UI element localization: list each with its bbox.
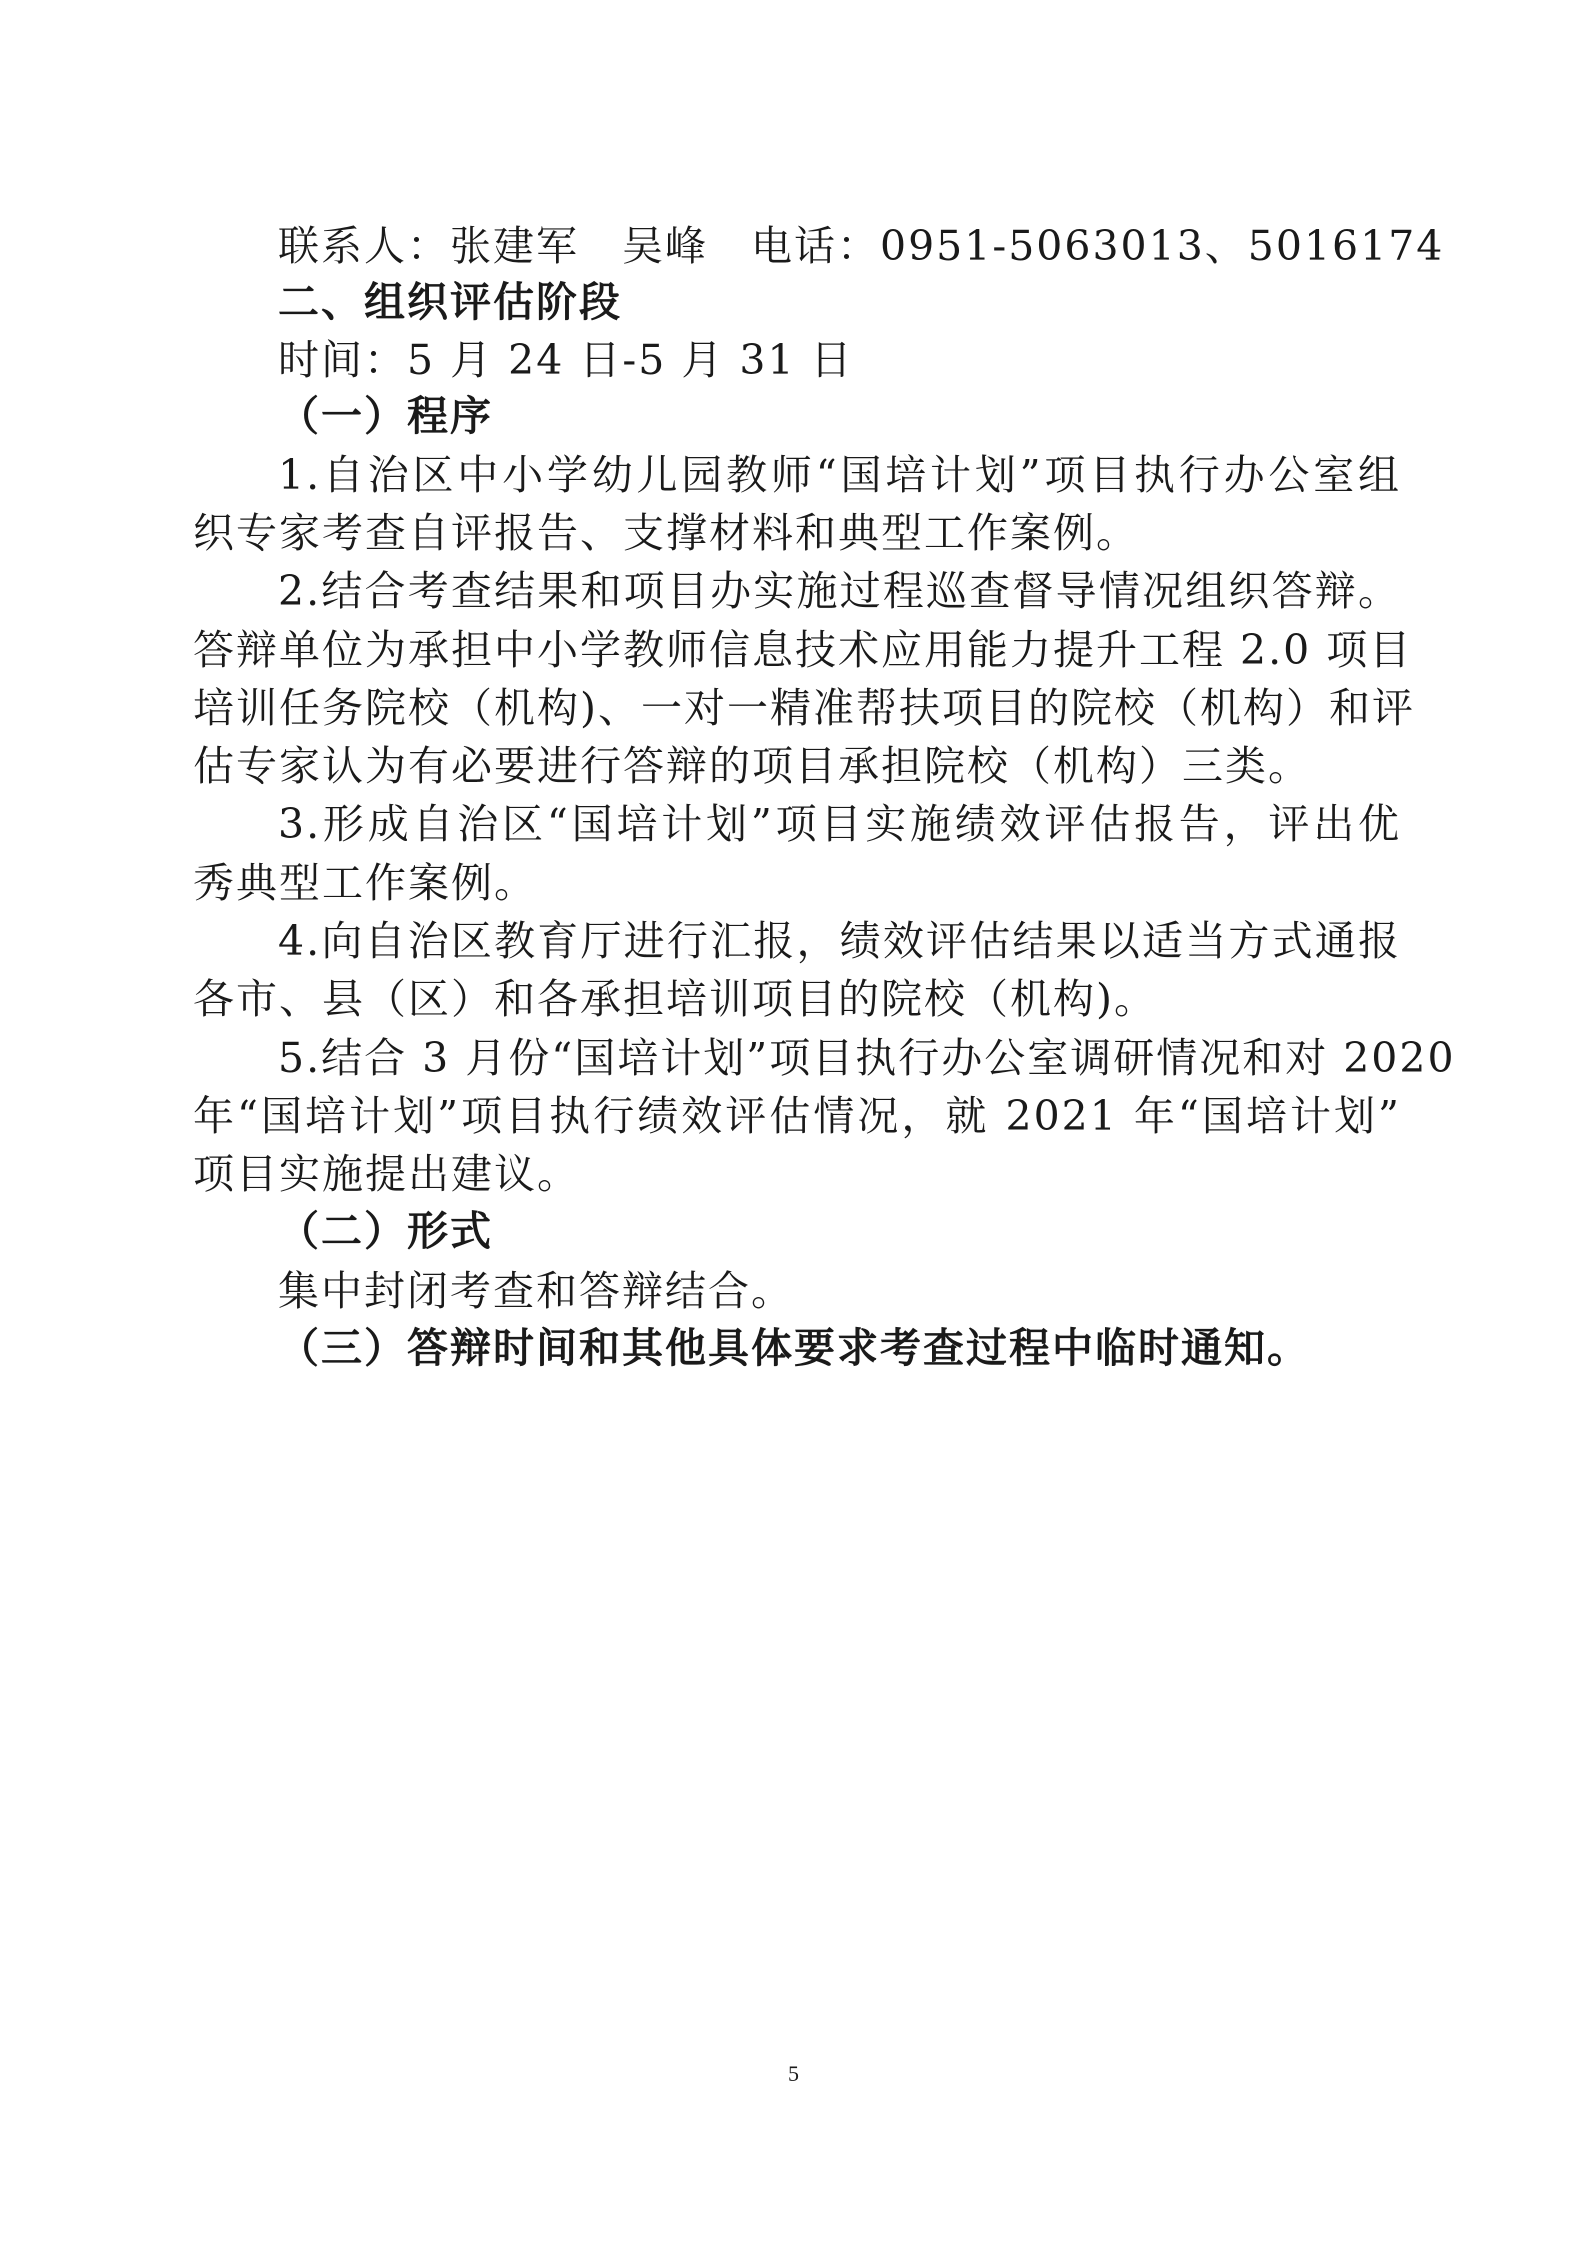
subsection-two-heading: （二）形式 — [278, 1207, 493, 1255]
item1-line2: 织专家考查自评报告、支撑材料和典型工作案例。 — [193, 509, 1139, 557]
item2-line3: 培训任务院校（机构)、一对一精准帮扶项目的院校（机构）和评 — [193, 684, 1415, 732]
contact-line: 联系人：张建军 吴峰 电话：0951-5063013、5016174 — [278, 222, 1445, 270]
item5-line2: 年“国培计划”项目执行绩效评估情况，就 2021 年“国培计划” — [193, 1092, 1401, 1140]
subsection-three-heading: （三）答辩时间和其他具体要求考查过程中临时通知。 — [278, 1324, 1310, 1372]
time-line: 时间：5 月 24 日-5 月 31 日 — [278, 336, 854, 384]
item3-line2: 秀典型工作案例。 — [193, 859, 537, 907]
item3-line1: 3.形成自治区“国培计划”项目实施绩效评估报告，评出优 — [278, 800, 1401, 848]
form-text: 集中封闭考查和答辩结合。 — [278, 1267, 794, 1315]
item1-line1: 1.自治区中小学幼儿园教师“国培计划”项目执行办公室组 — [278, 451, 1401, 499]
item4-line2: 各市、县（区）和各承担培训项目的院校（机构)。 — [193, 975, 1157, 1023]
item5-line3: 项目实施提出建议。 — [193, 1150, 580, 1198]
item2-line1: 2.结合考查结果和项目办实施过程巡查督导情况组织答辩。 — [278, 567, 1401, 615]
item2-line2: 答辩单位为承担中小学教师信息技术应用能力提升工程 2.0 项目 — [193, 626, 1413, 674]
item5-line1: 5.结合 3 月份“国培计划”项目执行办公室调研情况和对 2020 — [278, 1034, 1456, 1082]
page-number: 5 — [788, 2061, 799, 2086]
subsection-one-heading: （一）程序 — [278, 392, 493, 440]
section-two-heading: 二、组织评估阶段 — [278, 278, 622, 326]
item4-line1: 4.向自治区教育厅进行汇报，绩效评估结果以适当方式通报 — [278, 917, 1401, 965]
item2-line4: 估专家认为有必要进行答辩的项目承担院校（机构）三类。 — [193, 742, 1311, 790]
